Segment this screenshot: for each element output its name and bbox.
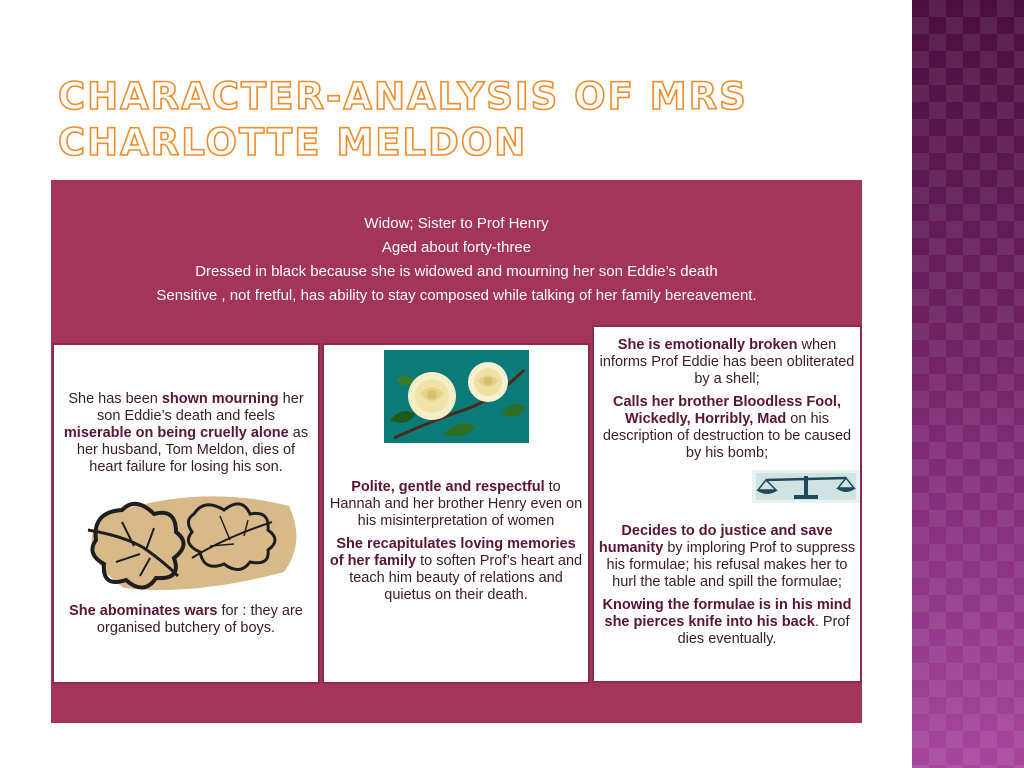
intro-line-4: Sensitive , not fretful, has ability to stay composed while talking of her family bereavement. [156, 287, 757, 304]
trait-box-justice [592, 325, 862, 683]
text-span: as her husband, Tom Meldon, dies of heart failure for losing his son. [76, 425, 309, 475]
trait-broken-text [598, 337, 856, 388]
text-span: by imploring Prof to suppress his formulae; his refusal makes her to hurl the table and spill the formulae; [606, 540, 856, 590]
trait-bloodless-text [598, 394, 856, 462]
trait-mourning-text [62, 391, 310, 476]
trait-politeness-text [328, 479, 584, 530]
slide-title-line-1: CHARACTER-ANALYSIS OF MRS [58, 75, 748, 118]
text-span: She has been [68, 391, 162, 407]
trait-memories-text [328, 536, 584, 604]
decorative-side-band [912, 0, 1024, 768]
trait-knife-text [598, 597, 856, 648]
emphasis-text: She abominates wars [69, 603, 218, 619]
emphasis-text: Calls her brother Bloodless Fool, Wickedly, Horribly, Mad [612, 394, 841, 427]
emphasis-text: Polite, gentle and respectful [351, 479, 545, 495]
emphasis-text: Knowing the formulae is in his mind she pierces knife into his back [602, 597, 852, 630]
emphasis-text: Decides to do justice and save humanity [598, 523, 833, 556]
text-span: when informs Prof Eddie has been obliterated by a shell; [599, 337, 855, 387]
trait-war-text [62, 603, 310, 637]
scales-of-justice-clipart-icon [752, 470, 860, 503]
text-span: to soften Prof’s heart and teach him beauty of relations and quietus on their death. [349, 553, 583, 603]
emphasis-text: shown mourning [161, 391, 279, 407]
slide-title-line-2: CHARLOTTE MELDON [58, 121, 528, 164]
intro-text [51, 212, 862, 308]
emphasis-text: miserable on being cruelly alone [63, 425, 289, 441]
trait-justice-text [598, 523, 856, 591]
intro-line-3: Dressed in black because she is widowed and mourning her son Eddie’s death [195, 263, 718, 280]
text-span: for : they are organised butchery of boys. [96, 603, 303, 636]
text-span: to Hannah and her brother Henry even on his misinterpretation of women [329, 479, 583, 529]
slide-title [58, 74, 818, 166]
trait-justice-lower [598, 523, 856, 654]
intro-line-2: Aged about forty-three [381, 239, 532, 256]
leaves-clipart-icon [84, 492, 300, 596]
diamond-pattern [912, 0, 1024, 768]
intro-line-1: Widow; Sister to Prof Henry [364, 215, 549, 232]
emphasis-text: She is emotionally broken [617, 337, 798, 353]
emphasis-text: She recapitulates loving memories of her family [329, 536, 576, 569]
text-span: . Prof dies eventually. [677, 614, 850, 647]
text-span: her son Eddie’s death and feels [97, 391, 304, 424]
white-roses-clipart-icon [384, 350, 529, 443]
text-span: on his description of destruction to be caused by his bomb; [602, 411, 852, 461]
